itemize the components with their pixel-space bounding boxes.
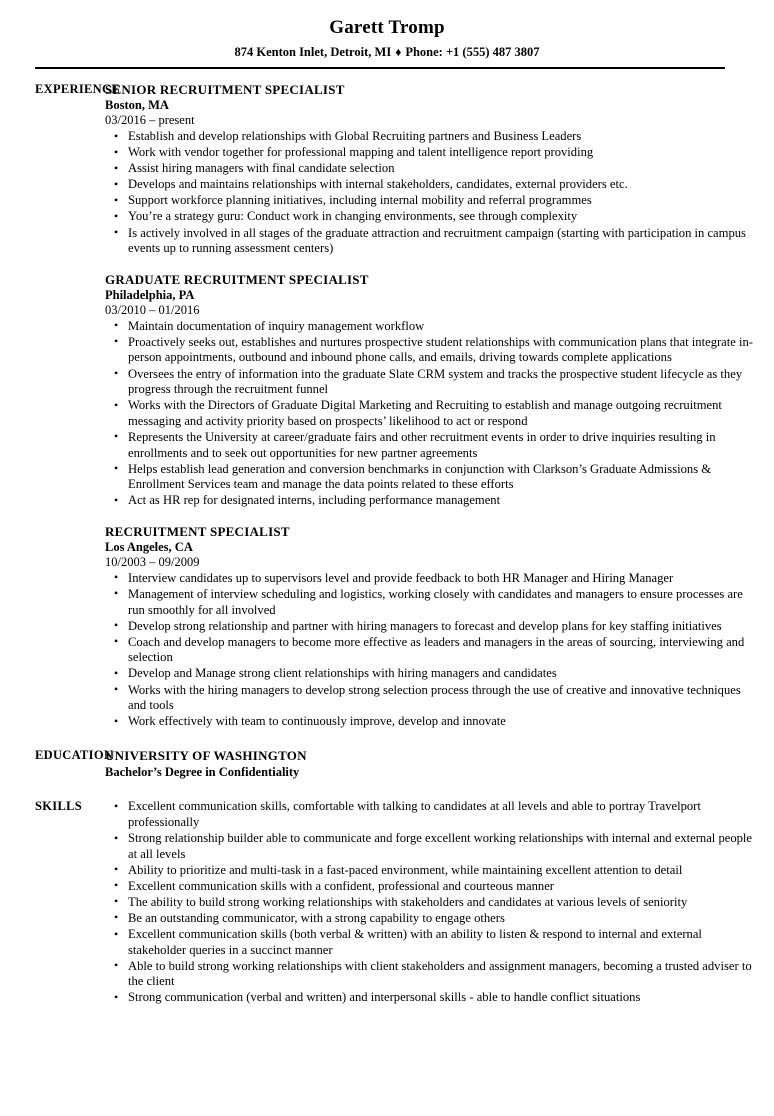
skill-bullet: • Excellent communication skills with a confident, professional and courteous manner	[105, 879, 760, 895]
skills-entries	[105, 798, 774, 1006]
education-section-label: EDUCATION	[35, 748, 114, 763]
job-bullet: • Management of interview scheduling and logistics, working closely with candidates and managers to ensure processes are run smoothly for all involved	[105, 587, 760, 618]
skills-section-label: SKILLS	[35, 799, 82, 814]
job-title: RECRUITMENT SPECIALIST	[105, 523, 290, 539]
skill-bullet: • Able to build strong working relationships with client stakeholders and assignment managers, becoming a trusted adviser to the client	[105, 959, 760, 990]
resume-header	[0, 0, 774, 69]
skills-bullet-list	[105, 799, 760, 1006]
skills-section	[0, 798, 774, 1006]
job-location: Philadelphia, PA	[105, 287, 195, 302]
job-bullet: • Is actively involved in all stages of the graduate attraction and recruitment campaign (starting with participation in campus events up to running assessment centers)	[105, 226, 760, 257]
job-bullet: • Establish and develop relationships with Global Recruiting partners and Business Leaders	[105, 129, 760, 145]
job-bullet-list	[105, 319, 760, 509]
skill-bullet: • Ability to prioritize and multi-task in a fast-paced environment, while maintaining excellent attention to detail	[105, 863, 760, 879]
job-bullet: • Represents the University at career/graduate fairs and other recruitment events in order to drive inquiries resulting in enrollments and to seek out opportunities for new partner agreements	[105, 430, 760, 461]
job-bullet-list	[105, 129, 760, 257]
resume-body	[0, 69, 774, 1007]
experience-section	[0, 81, 774, 730]
skill-bullet: • Excellent communication skills, comfortable with talking to candidates at all levels and able to portray Travelport professionally	[105, 799, 760, 830]
job-dates: 03/2016 – present	[105, 113, 195, 127]
experience-entry	[105, 81, 760, 257]
job-bullet: • Work effectively with team to continuously improve, develop and innovate	[105, 714, 760, 730]
job-bullet: • Maintain documentation of inquiry management workflow	[105, 319, 760, 335]
experience-section-label: EXPERIENCE	[35, 82, 120, 96]
candidate-phone: Phone: +1 (555) 487 3807	[405, 45, 540, 59]
job-bullet: • Works with the Directors of Graduate Digital Marketing and Recruiting to establish and manage outgoing recruitment messaging and activity priority based on prospects’ likelihood to act or respond	[105, 398, 760, 429]
experience-entries	[105, 81, 774, 730]
job-location: Los Angeles, CA	[105, 539, 193, 554]
job-bullet: • Coach and develop managers to become more effective as leaders and managers in the areas of sourcing, interviewing and selection	[105, 635, 760, 666]
diamond-separator-icon: ♦	[395, 45, 402, 59]
job-dates: 10/2003 – 09/2009	[105, 554, 200, 569]
skill-bullet: • Strong relationship builder able to communicate and forge excellent working relationships with internal and external people at all levels	[105, 831, 760, 862]
job-bullet: • You’re a strategy guru: Conduct work in changing environments, see through complexity	[105, 209, 760, 225]
job-bullet: • Helps establish lead generation and conversion benchmarks in conjunction with Clarkson’s Graduate Admissions & Enrollment Services team and manage the data points related to these efforts	[105, 462, 760, 493]
experience-entry	[105, 523, 760, 730]
job-bullet: • Oversees the entry of information into the graduate Slate CRM system and tracks the prospective student lifecycle as they progress through the recruitment funnel	[105, 367, 760, 398]
job-title: GRADUATE RECRUITMENT SPECIALIST	[105, 271, 369, 287]
candidate-address: 874 Kenton Inlet, Detroit, MI	[234, 45, 392, 59]
contact-line	[0, 42, 774, 62]
job-bullet: • Act as HR rep for designated interns, including performance management	[105, 493, 760, 509]
job-bullet: • Assist hiring managers with final candidate selection	[105, 161, 760, 177]
job-bullet: • Interview candidates up to supervisors level and provide feedback to both HR Manager and Hiring Manager	[105, 571, 760, 587]
education-school: UNIVERSITY OF WASHINGTON	[105, 748, 307, 764]
job-bullet: • Support workforce planning initiatives, including internal mobility and referral programmes	[105, 193, 760, 209]
job-bullet: • Works with the hiring managers to develop strong selection process through the use of creative and innovative techniques and tools	[105, 683, 760, 714]
job-dates: 03/2010 – 01/2016	[105, 302, 200, 317]
skill-bullet: • Strong communication (verbal and written) and interpersonal skills - able to handle conflict situations	[105, 990, 760, 1006]
skill-bullet: • Excellent communication skills (both verbal & written) with an ability to listen & respond to internal and external stakeholder queries in a succinct manner	[105, 927, 760, 958]
job-bullet: • Work with vendor together for professional mapping and talent intelligence report providing	[105, 145, 760, 161]
job-bullet: • Develops and maintains relationships with internal stakeholders, candidates, external providers etc.	[105, 177, 760, 193]
job-bullet: • Develop strong relationship and partner with hiring managers to forecast and develop plans for key staffing initiatives	[105, 619, 760, 635]
job-bullet: • Proactively seeks out, establishes and nurtures prospective student relationships with communication plans that integrate in-person appointments, outbound and inbound phone calls, and emails, driving towards complete applications	[105, 335, 760, 366]
job-bullet: • Develop and Manage strong client relationships with hiring managers and candidates	[105, 666, 760, 682]
job-bullet-list	[105, 571, 760, 730]
education-entries	[105, 747, 774, 780]
skill-bullet: • Be an outstanding communicator, with a strong capability to engage others	[105, 911, 760, 927]
job-title: SENIOR RECRUITMENT SPECIALIST	[105, 82, 345, 97]
experience-entry	[105, 271, 760, 509]
education-section	[0, 747, 774, 780]
skill-bullet: • The ability to build strong working relationships with stakeholders and candidates at various levels of seniority	[105, 895, 760, 911]
education-degree: Bachelor’s Degree in Confidentiality	[105, 765, 300, 780]
candidate-name: Garett Tromp	[329, 17, 445, 38]
job-location: Boston, MA	[105, 98, 169, 112]
